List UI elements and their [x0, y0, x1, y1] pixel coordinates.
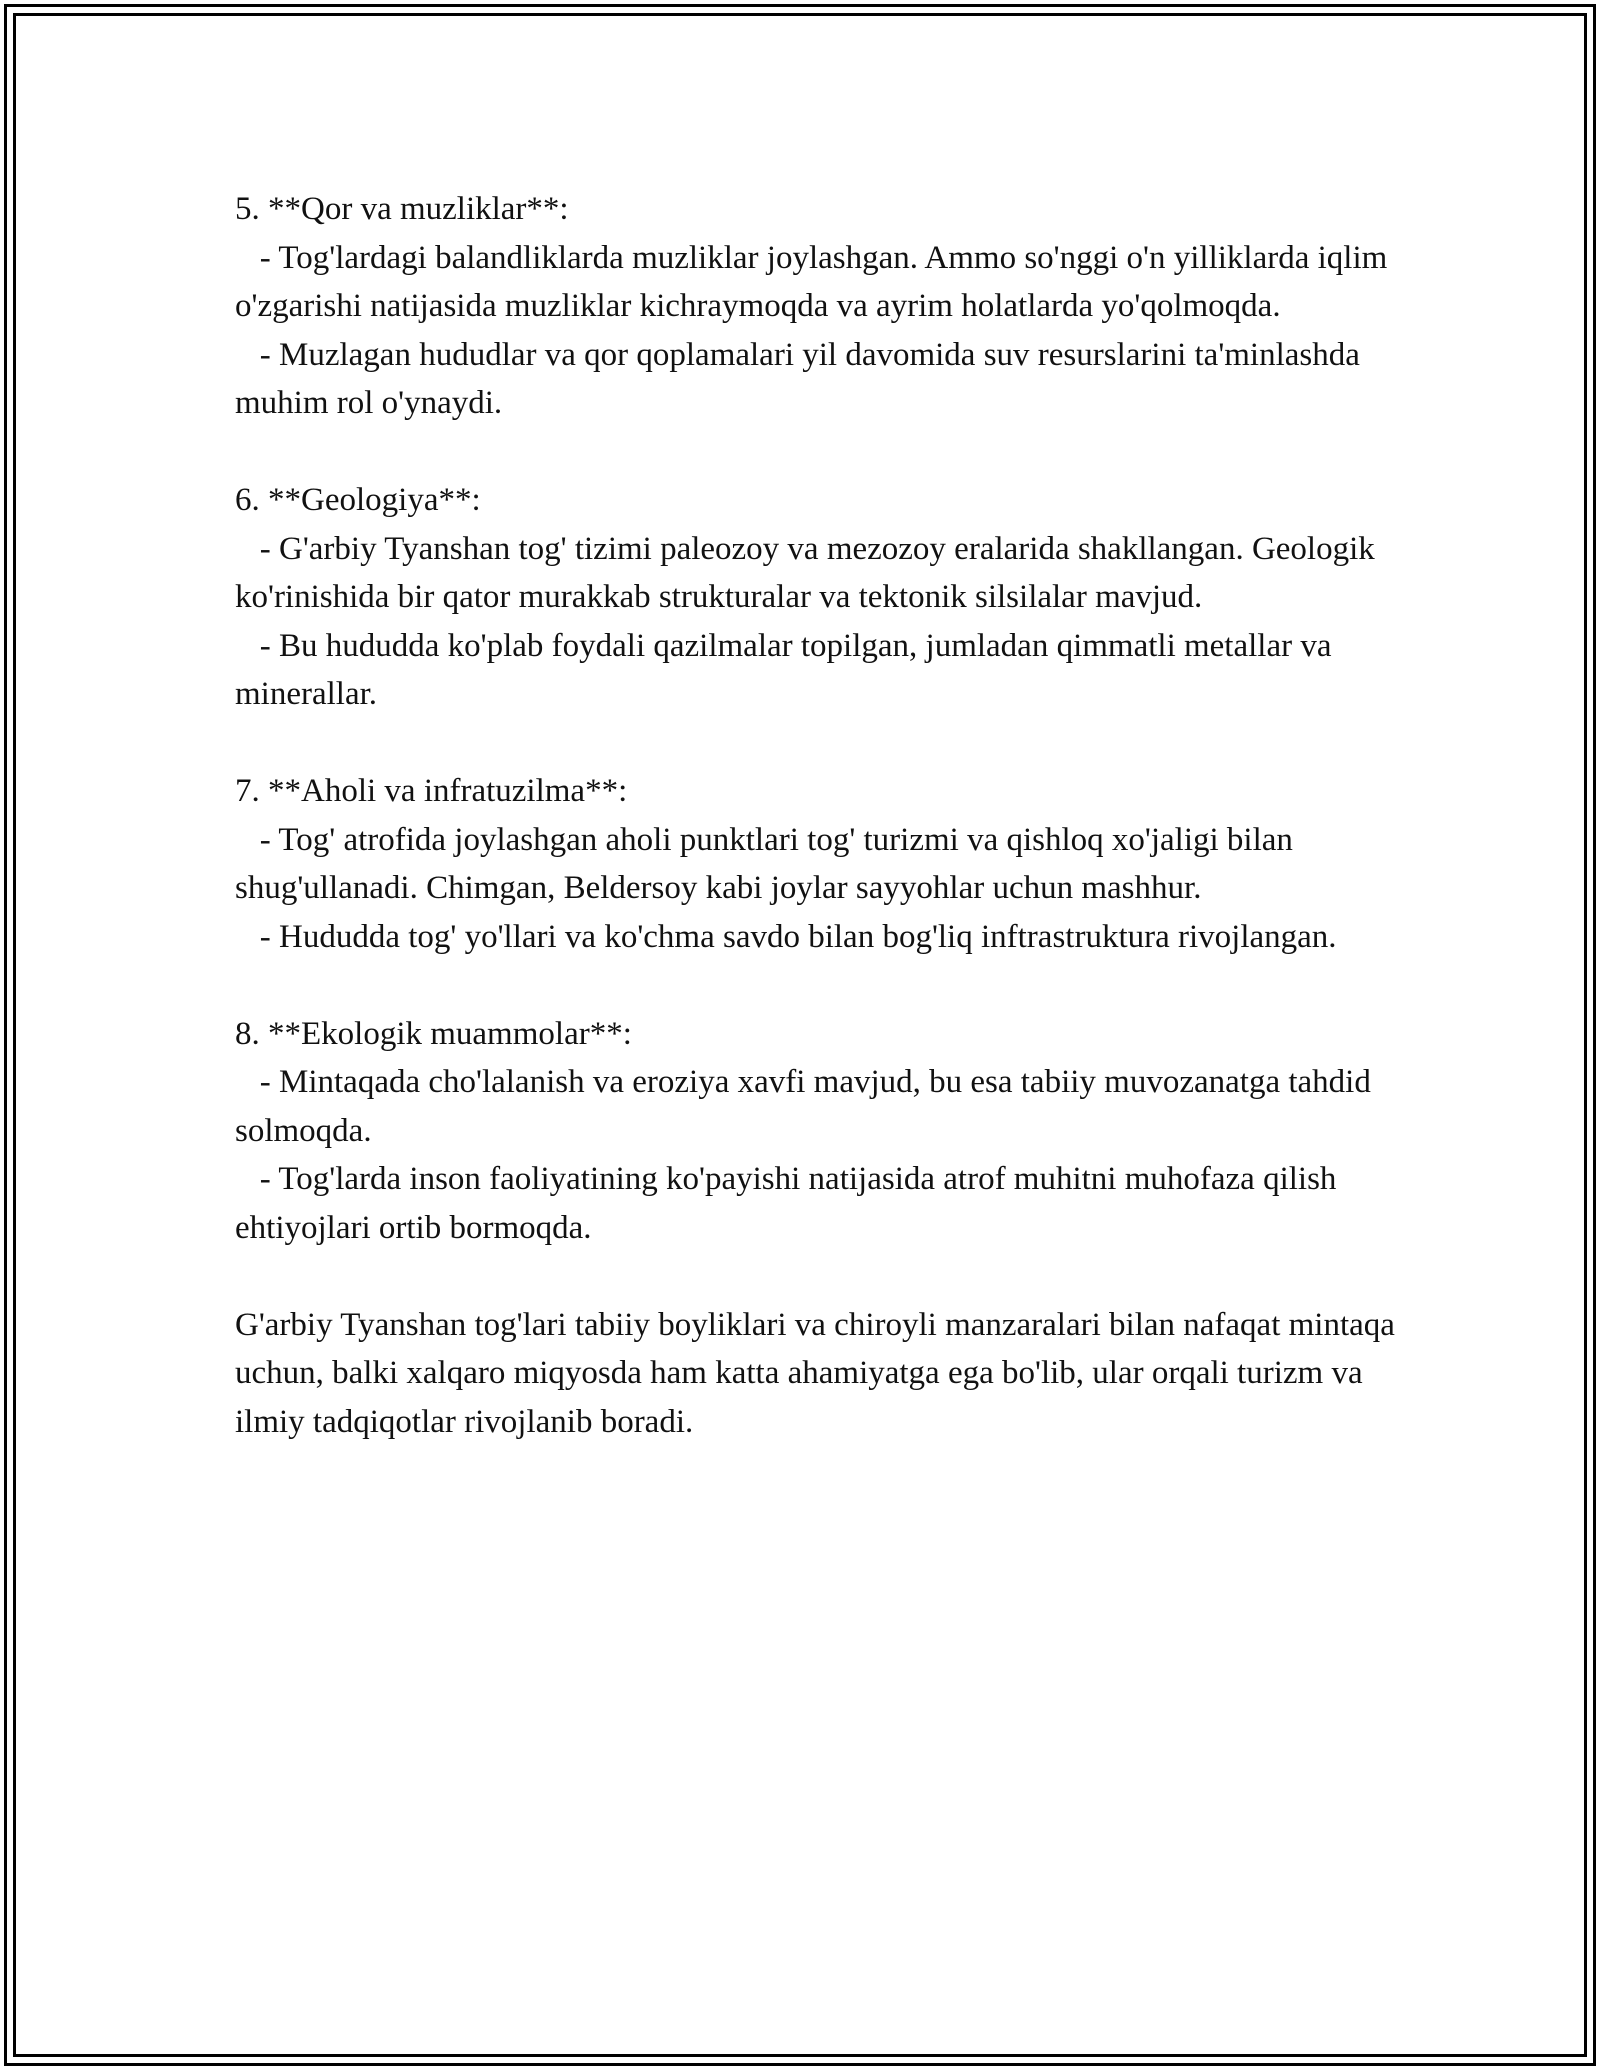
section-heading: 6. **Geologiya**:	[235, 482, 481, 518]
section-heading: 5. **Qor va muzliklar**:	[235, 191, 569, 227]
section-heading: 8. **Ekologik muammolar**:	[235, 1015, 632, 1052]
section-item: - Hududda tog' yo'llari va ko'chma savdo bilan bog'liq inftrastruktura rivojlangan.	[235, 918, 1337, 955]
section-item: - Tog' atrofida joylashgan aholi punktlari tog' turizmi va qishloq xo'jaligi bilan shug'ullanadi. Chimgan, Beldersoy kabi joylar sayyohlar uchun mashhur.	[235, 821, 1302, 906]
paragraph-spacer	[235, 719, 1415, 768]
section-item: - Tog'larda inson faoliyatining ko'payishi natijasida atrof muhitni muhofaza qilish ehtiyojlari ortib bormoqda.	[235, 1161, 1345, 1246]
conclusion-paragraph: G'arbiy Tyanshan tog'lari tabiiy boyliklari va chiroyli manzaralari bilan nafaqat mintaqa uchun, balki xalqaro miqyosda ham katta ahamiyatga ega bo'lib, ular orqali turizm va ilmiy tadqiqotlar rivojlanib boradi.	[235, 1306, 1404, 1440]
section-population-infrastructure	[235, 767, 1415, 961]
section-heading: 7. **Aholi va infratuzilma**:	[235, 773, 628, 809]
document-body	[235, 185, 1415, 1446]
section-geology	[235, 476, 1415, 719]
section-item: - Mintaqada cho'lalanish va eroziya xavfi mavjud, bu esa tabiiy muvozanatga tahdid solmoqda.	[235, 1064, 1380, 1149]
paragraph-spacer	[235, 961, 1415, 1010]
section-ecological-problems	[235, 1010, 1415, 1253]
section-snow-glaciers	[235, 185, 1415, 428]
section-item: - Bu hududda ko'plab foydali qazilmalar topilgan, jumladan qimmatli metallar va minerallar.	[235, 627, 1340, 712]
paragraph-spacer	[235, 428, 1415, 477]
section-item: - Muzlagan hududlar va qor qoplamalari yil davomida suv resurslarini ta'minlashda muhim rol o'ynaydi.	[235, 336, 1369, 421]
section-item: - G'arbiy Tyanshan tog' tizimi paleozoy va mezozoy eralarida shakllangan. Geologik ko'rinishida bir qator murakkab strukturalar va tektonik silsilalar mavjud.	[235, 530, 1384, 615]
paragraph-spacer	[235, 1252, 1415, 1301]
section-item: - Tog'lardagi balandliklarda muzliklar joylashgan. Ammo so'nggi o'n yilliklarda iqlim o'zgarishi natijasida muzliklar kichraymoqda va ayrim holatlarda yo'qolmoqda.	[235, 239, 1396, 324]
